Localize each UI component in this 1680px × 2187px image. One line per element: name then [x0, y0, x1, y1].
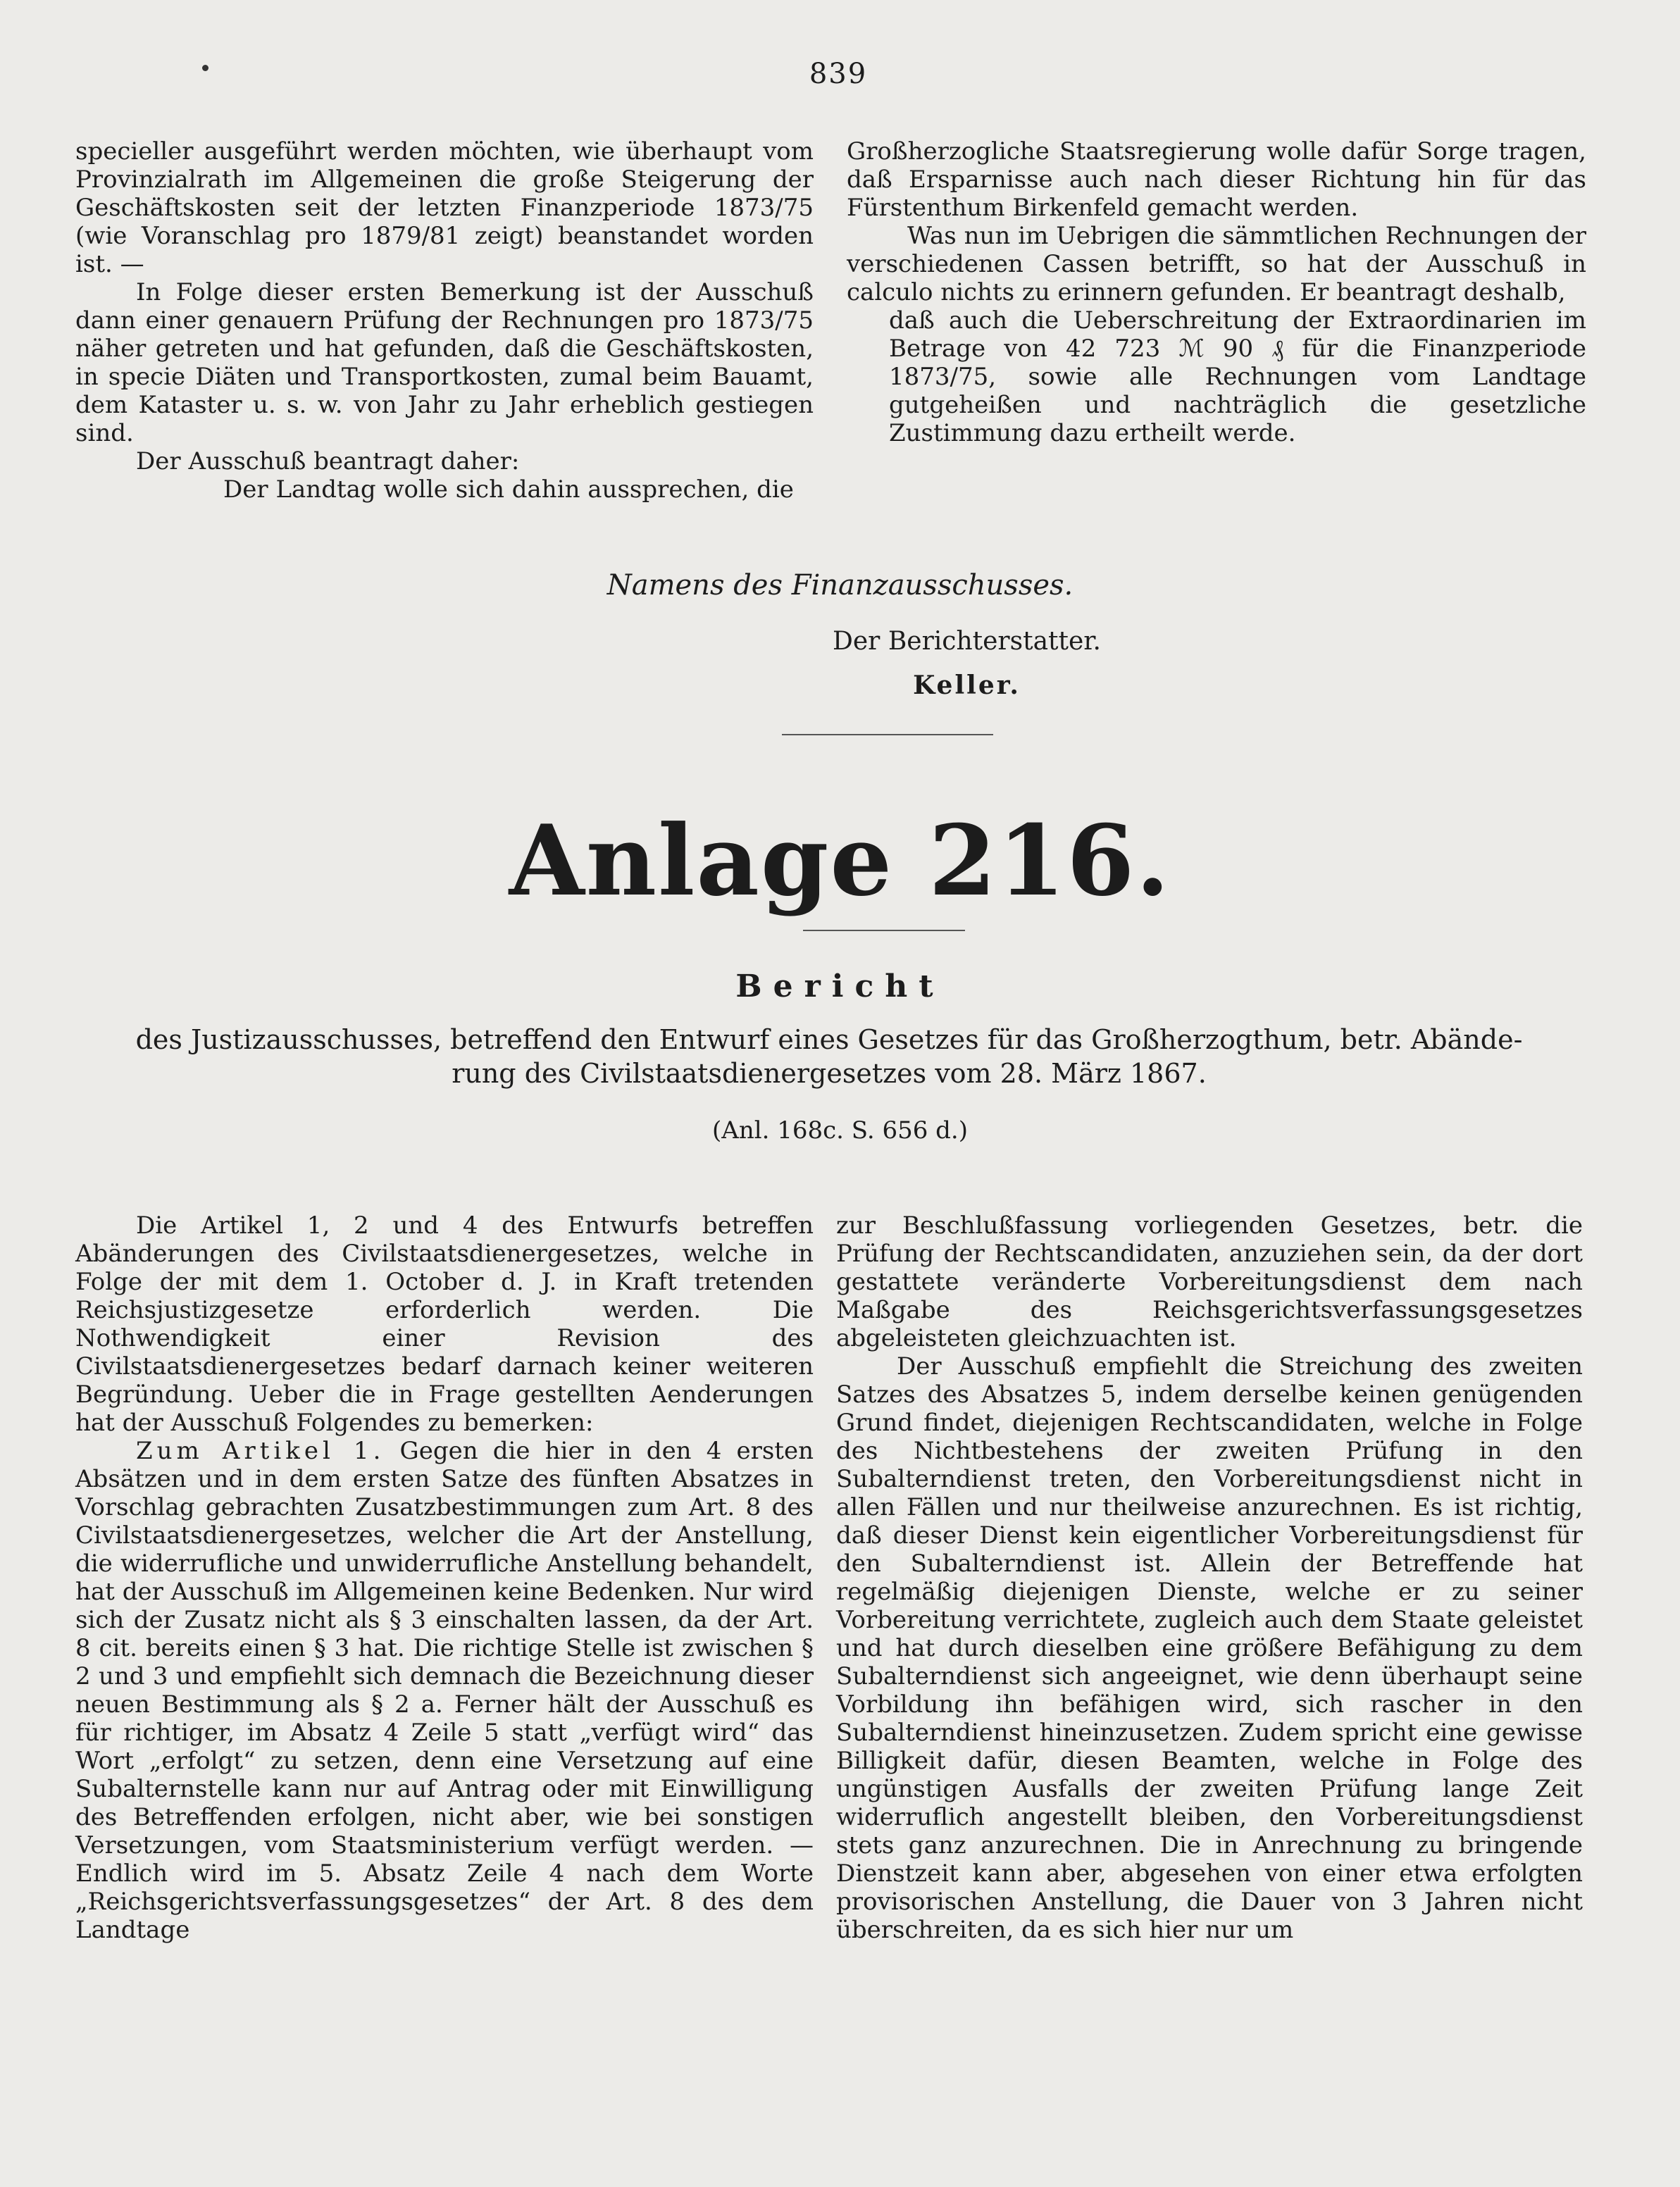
- paragraph: Der Landtag wolle sich dahin aussprechen, die: [223, 475, 794, 504]
- bottom-left-column: [75, 1211, 814, 1944]
- subject-line: des Justizausschusses, betreffend den Entwurf eines Gesetzes für das Großherzogthum, betr. Abände-: [135, 1024, 1523, 1055]
- paragraph: In Folge dieser ersten Bemerkung ist der Ausschuß dann einer genauern Prüfung der Rechnungen pro 1873/75 näher getreten und hat gefunden, daß die Geschäftskosten, in specie Diäten und Transportkosten, zumal beim Bauamt, dem Kataster u. s. w. von Jahr zu Jahr erheblich gestiegen sind.: [75, 278, 814, 447]
- paragraph: Die Artikel 1, 2 und 4 des Entwurfs betreffen Abänderungen des Civilstaatsdienergesetzes, welche in Folge der mit dem 1. October d. J. in Kraft tretenden Reichsjustizgesetze erforderlich werden. Die Nothwendigkeit einer Revision des Civilstaatsdienergesetzes bedarf darnach keiner weiteren Begründung. Ueber die in Frage gestellten Aenderungen hat der Ausschuß Folgendes zu bemerken:: [75, 1211, 814, 1437]
- subject-line: rung des Civilstaatsdienergesetzes vom 28. März 1867.: [452, 1058, 1207, 1089]
- bottom-right-column: [836, 1211, 1583, 1944]
- divider: [782, 734, 993, 735]
- rapporteur-name: Keller.: [913, 671, 1021, 700]
- paragraph: [75, 1437, 814, 1944]
- rapporteur-role: Der Berichterstatter.: [833, 627, 1101, 656]
- report-reference: (Anl. 168c. S. 656 d.): [712, 1116, 968, 1145]
- paragraph-body: Gegen die hier in den 4 ersten Absätzen und in dem ersten Satze des fünften Absatzes in Vorschlag gebrachten Zusatzbestimmungen zum Art. 8 des Civilstaatsdienergesetzes, welcher die Art der Anstellung, die widerrufliche und unwiderrufliche Anstellung behandelt, hat der Ausschuß im Allgemeinen keine Bedenken. Nur wird sich der Zusatz nicht als § 3 einschalten lassen, da der Art. 8 cit. bereits einen § 3 hat. Die richtige Stelle ist zwischen § 2 und 3 und empfiehlt sich demnach die Bezeichnung dieser neuen Bestimmung als § 2 a. Ferner hält der Ausschuß es für richtiger, im Absatz 4 Zeile 5 statt „verfügt wird“ das Wort „erfolgt“ zu setzen, denn eine Versetzung auf eine Subalternstelle kann nur auf Antrag oder mit Einwilligung des Betreffenden erfolgen, nicht aber, wie bei sonstigen Versetzungen, vom Staatsministerium verfügt werden. — Endlich wird im 5. Absatz Zeile 4 nach dem Worte „Reichsgerichtsverfassungsgesetzes“ der Art. 8 des dem Landtage: [75, 1437, 814, 1944]
- paragraph: Großherzogliche Staatsregierung wolle dafür Sorge tragen, daß Ersparnisse auch nach dieser Richtung hin für das Fürstenthum Birkenfeld gemacht werden.: [847, 137, 1586, 222]
- report-subject: [75, 1023, 1583, 1090]
- report-heading: Bericht: [735, 968, 945, 1004]
- committee-signature: Namens des Finanzausschusses.: [606, 569, 1074, 602]
- paragraph: specieller ausgeführt werden möchten, wie überhaupt vom Provinzialrath im Allgemeinen die große Steigerung der Geschäftskosten seit der letzten Finanzperiode 1873/75 (wie Voranschlag pro 1879/81 zeigt) beanstandet worden ist. —: [75, 137, 814, 278]
- page-dot-mark: [202, 65, 209, 71]
- paragraph: daß auch die Ueberschreitung der Extraordinarien im Betrage von 42 723 ℳ 90 ₰ für die Finanzperiode 1873/75, sowie alle Rechnungen vom Landtage gutgeheißen und nachträglich die gesetzliche Zustimmung dazu ertheilt werde.: [889, 306, 1586, 447]
- page-number: 839: [809, 58, 868, 90]
- paragraph: Der Ausschuß empfiehlt die Streichung des zweiten Satzes des Absatzes 5, indem derselbe keinen genügenden Grund findet, diejenigen Rechtscandidaten, welche in Folge des Nichtbestehens der zweiten Prüfung in den Subalterndienst treten, den Vorbereitungsdienst nicht in allen Fällen und nur theilweise anzurechnen. Es ist richtig, daß dieser Dienst kein eigentlicher Vorbereitungsdienst für den Subalterndienst ist. Allein der Betreffende hat regelmäßig diejenigen Dienste, welche er zu seiner Vorbereitung verrichtete, zugleich auch dem Staate geleistet und hat durch dieselben eine größere Befähigung zu dem Subalterndienst sich angeeignet, wie denn überhaupt seine Vorbildung ihn befähigen wird, sich rascher in den Subalterndienst hineinzusetzen. Zudem spricht eine gewisse Billigkeit dafür, diesen Beamten, welche in Folge des ungünstigen Ausfalls der zweiten Prüfung lange Zeit widerruflich angestellt bleiben, den Vorbereitungsdienst stets ganz anzurechnen. Die in Anrechnung zu bringende Dienstzeit kann aber, abgesehen von einer etwa erfolgten provisorischen Anstellung, die Dauer von 3 Jahren nicht überschreiten, da es sich hier nur um: [836, 1352, 1583, 1944]
- top-right-column: [847, 137, 1586, 447]
- paragraph: Was nun im Uebrigen die sämmtlichen Rechnungen der verschiedenen Cassen betrifft, so hat der Ausschuß in calculo nichts zu erinnern gefunden. Er beantragt deshalb,: [847, 222, 1586, 306]
- article-lead: Zum Artikel 1.: [136, 1437, 385, 1465]
- anlage-title: Anlage 216.: [509, 803, 1171, 918]
- paragraph: Der Ausschuß beantragt daher:: [136, 447, 520, 475]
- top-left-column: [75, 137, 814, 504]
- divider: [803, 930, 965, 931]
- paragraph: zur Beschlußfassung vorliegenden Gesetzes, betr. die Prüfung der Rechtscandidaten, anzuziehen sein, da der dort gestattete veränderte Vorbereitungsdienst dem nach Maßgabe des Reichsgerichtsverfassungsgesetzes abgeleisteten gleichzuachten ist.: [836, 1211, 1583, 1352]
